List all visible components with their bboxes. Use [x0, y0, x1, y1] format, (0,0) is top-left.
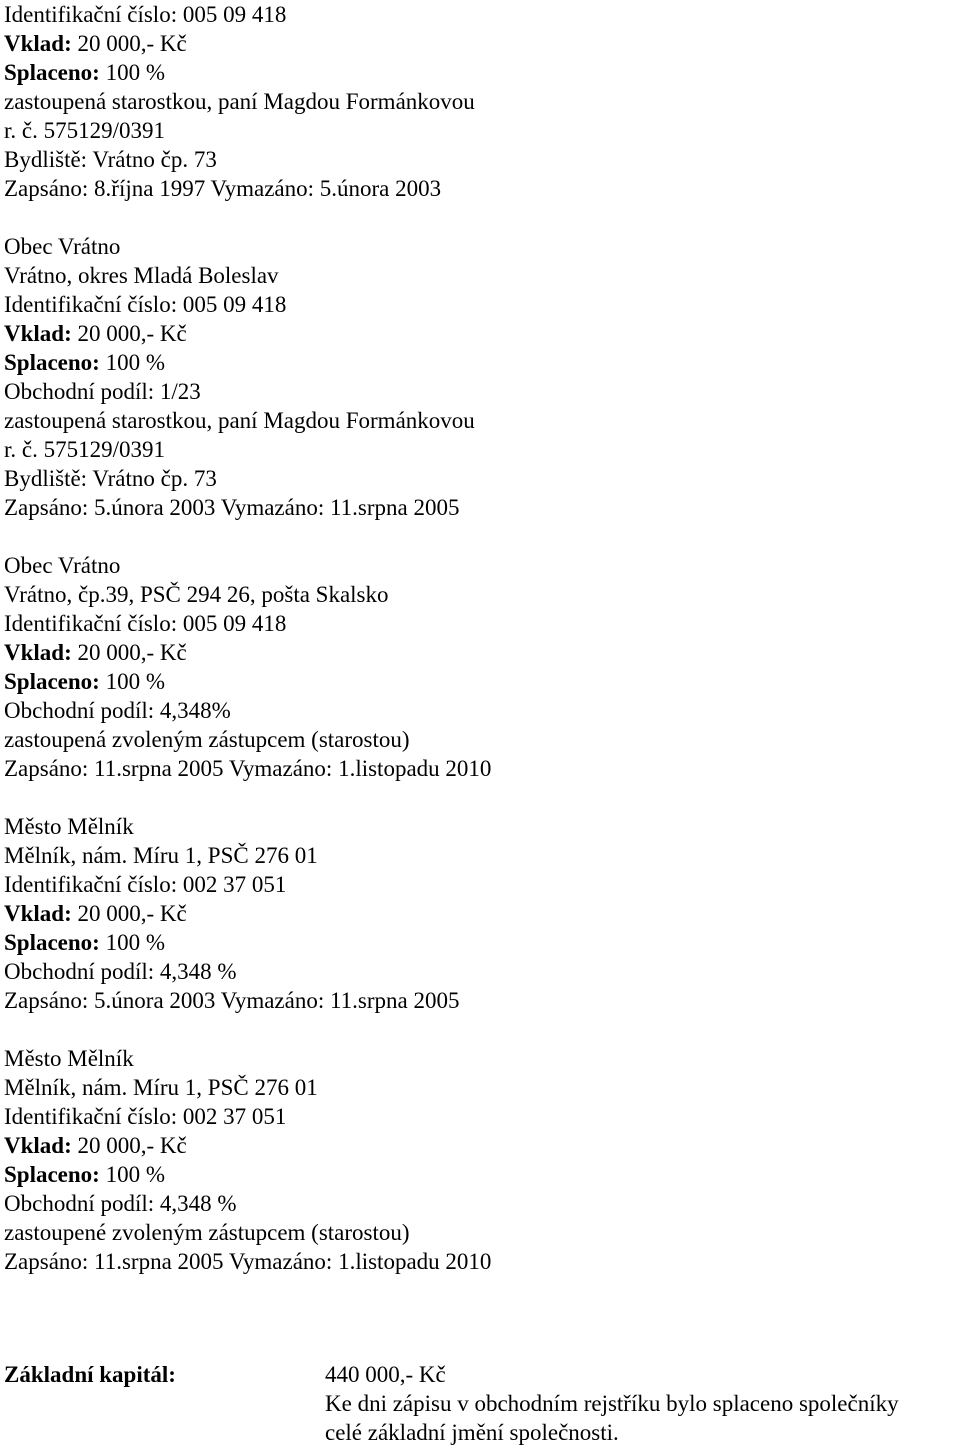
- paid-value: 100 %: [105, 350, 166, 375]
- entry-line: Zapsáno: 8.října 1997 Vymazáno: 5.února 2003: [4, 176, 442, 201]
- entry-line: Zapsáno: 11.srpna 2005 Vymazáno: 1.listopadu 2010: [4, 1249, 492, 1274]
- entry-line: Bydliště: Vrátno čp. 73: [4, 147, 217, 172]
- paid-label: Splaceno:: [4, 930, 100, 955]
- paid-line: [4, 58, 954, 87]
- shareholder-entry: [4, 812, 954, 1015]
- deposit-value: 20 000,- Kč: [77, 321, 187, 346]
- entry-line: Obchodní podíl: 4,348%: [4, 698, 231, 723]
- entry-line: Vrátno, čp.39, PSČ 294 26, pošta Skalsko: [4, 582, 389, 607]
- shareholder-entry: [4, 1044, 954, 1276]
- share-capital-label: Základní kapitál:: [4, 1362, 176, 1387]
- deposit-label: Vklad:: [4, 31, 72, 56]
- deposit-label: Vklad:: [4, 901, 72, 926]
- paid-line: [4, 928, 954, 957]
- spacer: [4, 203, 954, 232]
- paid-line: [4, 667, 954, 696]
- entry-line: Zapsáno: 11.srpna 2005 Vymazáno: 1.listopadu 2010: [4, 756, 492, 781]
- entry-line: r. č. 575129/0391: [4, 437, 165, 462]
- share-capital-note-line: Ke dni zápisu v obchodním rejstříku bylo splaceno společníky: [325, 1391, 899, 1416]
- deposit-value: 20 000,- Kč: [77, 1133, 187, 1158]
- entry-line: Bydliště: Vrátno čp. 73: [4, 466, 217, 491]
- shareholder-name: Obec Vrátno: [4, 234, 121, 259]
- paid-line: [4, 348, 954, 377]
- paid-label: Splaceno:: [4, 1162, 100, 1187]
- entry-line: zastoupená zvoleným zástupcem (starostou): [4, 727, 410, 752]
- deposit-value: 20 000,- Kč: [77, 31, 187, 56]
- spacer: [4, 783, 954, 812]
- share-capital-value: [325, 1360, 956, 1447]
- spacer: [4, 522, 954, 551]
- spacer: [4, 1015, 954, 1044]
- deposit-line: [4, 319, 954, 348]
- entry-line: zastoupené zvoleným zástupcem (starostou): [4, 1220, 410, 1245]
- entry-line: Zapsáno: 5.února 2003 Vymazáno: 11.srpna 2005: [4, 988, 460, 1013]
- entry-line: Identifikační číslo: 005 09 418: [4, 292, 287, 317]
- paid-value: 100 %: [105, 1162, 166, 1187]
- entry-line: r. č. 575129/0391: [4, 118, 165, 143]
- paid-label: Splaceno:: [4, 60, 100, 85]
- entry-line: Obchodní podíl: 1/23: [4, 379, 201, 404]
- paid-value: 100 %: [105, 930, 166, 955]
- share-capital-section: [4, 1360, 956, 1444]
- entry-line: Identifikační číslo: 002 37 051: [4, 1104, 287, 1129]
- paid-label: Splaceno:: [4, 669, 100, 694]
- entry-line: Obchodní podíl: 4,348 %: [4, 1191, 237, 1216]
- entry-line: zastoupená starostkou, paní Magdou Formánkovou: [4, 408, 475, 433]
- deposit-value: 20 000,- Kč: [77, 901, 187, 926]
- entry-line: zastoupená starostkou, paní Magdou Formánkovou: [4, 89, 475, 114]
- entry-line: Mělník, nám. Míru 1, PSČ 276 01: [4, 1075, 318, 1100]
- entry-line: Identifikační číslo: 002 37 051: [4, 872, 287, 897]
- shareholder-entry: [4, 551, 954, 783]
- shareholder-name: Město Mělník: [4, 814, 134, 839]
- share-capital-amount: 440 000,- Kč: [325, 1362, 446, 1387]
- entry-line: Obchodní podíl: 4,348 %: [4, 959, 237, 984]
- deposit-label: Vklad:: [4, 1133, 72, 1158]
- shareholder-entry: [4, 0, 954, 203]
- shareholder-name: Obec Vrátno: [4, 553, 121, 578]
- deposit-line: [4, 638, 954, 667]
- shareholder-entry: [4, 232, 954, 522]
- shareholder-name: Město Mělník: [4, 1046, 134, 1071]
- paid-value: 100 %: [105, 60, 166, 85]
- entry-line: Zapsáno: 5.února 2003 Vymazáno: 11.srpna 2005: [4, 495, 460, 520]
- entry-line: Identifikační číslo: 005 09 418: [4, 611, 287, 636]
- deposit-label: Vklad:: [4, 321, 72, 346]
- deposit-value: 20 000,- Kč: [77, 640, 187, 665]
- entry-line: Mělník, nám. Míru 1, PSČ 276 01: [4, 843, 318, 868]
- deposit-label: Vklad:: [4, 640, 72, 665]
- entry-line: Vrátno, okres Mladá Boleslav: [4, 263, 279, 288]
- share-capital-note-line: celé základní jmění společnosti.: [325, 1420, 619, 1445]
- deposit-line: [4, 899, 954, 928]
- document-body: [4, 0, 954, 1276]
- paid-label: Splaceno:: [4, 350, 100, 375]
- paid-value: 100 %: [105, 669, 166, 694]
- paid-line: [4, 1160, 954, 1189]
- deposit-line: [4, 29, 954, 58]
- entry-line: Identifikační číslo: 005 09 418: [4, 2, 287, 27]
- deposit-line: [4, 1131, 954, 1160]
